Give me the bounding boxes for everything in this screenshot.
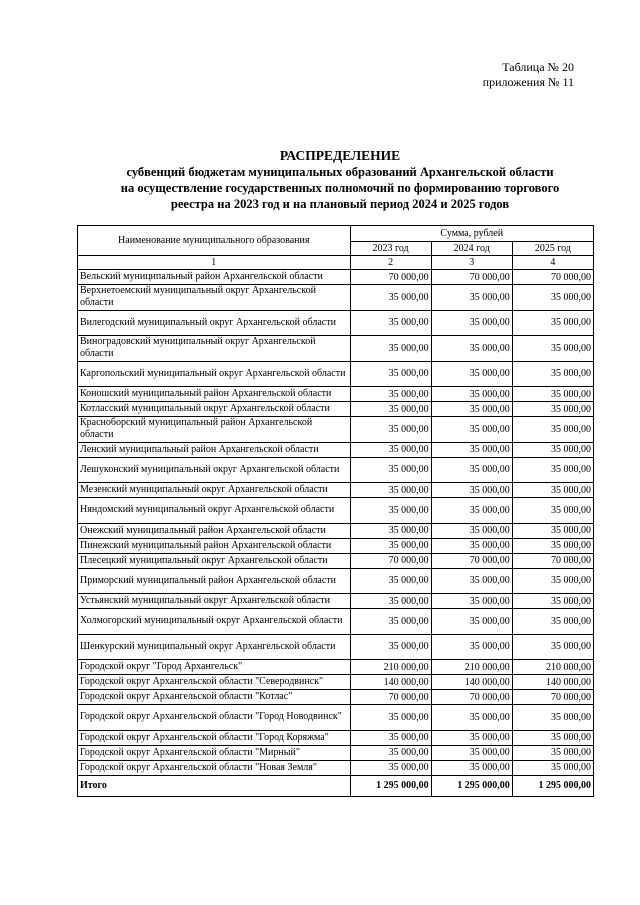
amount-2024: 35 000,00	[431, 568, 512, 594]
amount-2025: 35 000,00	[512, 498, 593, 524]
municipality-name: Пинежский муниципальный район Архангельской области	[78, 538, 351, 553]
amount-2023: 35 000,00	[350, 730, 431, 745]
amount-2024: 210 000,00	[431, 660, 512, 675]
table-row	[78, 538, 594, 553]
amount-2025: 35 000,00	[512, 285, 593, 311]
table-row	[78, 675, 594, 690]
amount-2023: 35 000,00	[350, 634, 431, 660]
table-row	[78, 705, 594, 731]
table-row	[78, 402, 594, 417]
municipality-name: Виноградовский муниципальный округ Архангельской области	[78, 336, 351, 362]
total-2024: 1 295 000,00	[431, 775, 512, 796]
amount-2023: 70 000,00	[350, 553, 431, 568]
amount-2025: 35 000,00	[512, 730, 593, 745]
amount-2024: 35 000,00	[431, 634, 512, 660]
municipality-name: Ленский муниципальный район Архангельской области	[78, 442, 351, 457]
amount-2024: 35 000,00	[431, 745, 512, 760]
heading-title: РАСПРЕДЕЛЕНИЕ	[279, 148, 401, 163]
amount-2023: 35 000,00	[350, 442, 431, 457]
amount-2025: 140 000,00	[512, 675, 593, 690]
amount-2023: 35 000,00	[350, 361, 431, 387]
heading-line-3: реестра на 2023 год и на плановый период 2024 и 2025 годов	[170, 197, 510, 211]
municipality-name: Городской округ "Город Архангельск"	[78, 660, 351, 675]
municipality-name: Коношский муниципальный район Архангельской области	[78, 387, 351, 402]
amount-2024: 35 000,00	[431, 705, 512, 731]
table-row	[78, 634, 594, 660]
amount-2025: 35 000,00	[512, 705, 593, 731]
amount-2024: 140 000,00	[431, 675, 512, 690]
column-header-year: 2024 год	[431, 242, 512, 256]
table-row	[78, 690, 594, 705]
table-row	[78, 270, 594, 285]
amount-2025: 35 000,00	[512, 538, 593, 553]
subvention-table	[77, 225, 594, 797]
municipality-name: Городской округ Архангельской области "Северодвинск"	[78, 675, 351, 690]
amount-2024: 35 000,00	[431, 457, 512, 483]
amount-2023: 35 000,00	[350, 498, 431, 524]
amount-2024: 70 000,00	[431, 270, 512, 285]
amount-2025: 35 000,00	[512, 745, 593, 760]
amount-2023: 35 000,00	[350, 745, 431, 760]
table-row	[78, 285, 594, 311]
municipality-name: Городской округ Архангельской области "Новая Земля"	[78, 760, 351, 775]
amount-2023: 35 000,00	[350, 457, 431, 483]
total-2025: 1 295 000,00	[512, 775, 593, 796]
amount-2024: 35 000,00	[431, 336, 512, 362]
amount-2025: 70 000,00	[512, 690, 593, 705]
amount-2023: 35 000,00	[350, 285, 431, 311]
amount-2025: 35 000,00	[512, 760, 593, 775]
amount-2023: 35 000,00	[350, 402, 431, 417]
amount-2025: 70 000,00	[512, 553, 593, 568]
table-row	[78, 745, 594, 760]
amount-2024: 35 000,00	[431, 310, 512, 336]
table-row	[78, 387, 594, 402]
municipality-name: Каргопольский муниципальный округ Архангельской области	[78, 361, 351, 387]
table-body	[78, 270, 594, 776]
column-header-sum: Сумма, рублей	[350, 226, 594, 242]
municipality-name: Приморский муниципальный район Архангельской области	[78, 568, 351, 594]
amount-2025: 35 000,00	[512, 442, 593, 457]
table-row	[78, 498, 594, 524]
amount-2023: 70 000,00	[350, 690, 431, 705]
amount-2025: 35 000,00	[512, 310, 593, 336]
amount-2023: 35 000,00	[350, 568, 431, 594]
column-number: 1	[78, 256, 351, 270]
table-row	[78, 660, 594, 675]
amount-2023: 35 000,00	[350, 760, 431, 775]
amount-2024: 35 000,00	[431, 594, 512, 609]
amount-2025: 35 000,00	[512, 336, 593, 362]
total-label: Итого	[78, 775, 351, 796]
municipality-name: Городской округ Архангельской области "Котлас"	[78, 690, 351, 705]
heading-line-1: субвенций бюджетам муниципальных образований Архангельской области	[126, 165, 554, 179]
municipality-name: Лешуконский муниципальный округ Архангельской области	[78, 457, 351, 483]
amount-2023: 210 000,00	[350, 660, 431, 675]
amount-2024: 35 000,00	[431, 483, 512, 498]
table-row	[78, 336, 594, 362]
municipality-name: Няндомский муниципальный округ Архангельской области	[78, 498, 351, 524]
municipality-name: Верхнетоемский муниципальный округ Архангельской области	[78, 285, 351, 311]
municipality-name: Онежский муниципальный район Архангельской области	[78, 523, 351, 538]
table-row	[78, 310, 594, 336]
municipality-name: Городской округ Архангельской области "Мирный"	[78, 745, 351, 760]
table-row	[78, 568, 594, 594]
municipality-name: Вельский муниципальный район Архангельской области	[78, 270, 351, 285]
table-row	[78, 760, 594, 775]
column-header-year: 2023 год	[350, 242, 431, 256]
amount-2025: 35 000,00	[512, 523, 593, 538]
table-row	[78, 483, 594, 498]
amount-2023: 35 000,00	[350, 387, 431, 402]
document-heading	[70, 148, 610, 212]
amount-2025: 35 000,00	[512, 457, 593, 483]
amount-2023: 70 000,00	[350, 270, 431, 285]
amount-2023: 35 000,00	[350, 336, 431, 362]
table-row	[78, 361, 594, 387]
municipality-name: Плесецкий муниципальный округ Архангельской области	[78, 553, 351, 568]
amount-2025: 35 000,00	[512, 387, 593, 402]
amount-2024: 35 000,00	[431, 285, 512, 311]
table-row	[78, 594, 594, 609]
appendix-number: приложения № 11	[482, 75, 574, 89]
column-header-year: 2025 год	[512, 242, 593, 256]
municipality-name: Вилегодский муниципальный округ Архангельской области	[78, 310, 351, 336]
column-number: 4	[512, 256, 593, 270]
amount-2025: 35 000,00	[512, 568, 593, 594]
amount-2025: 35 000,00	[512, 402, 593, 417]
amount-2024: 35 000,00	[431, 760, 512, 775]
amount-2024: 35 000,00	[431, 730, 512, 745]
amount-2024: 35 000,00	[431, 498, 512, 524]
amount-2023: 35 000,00	[350, 594, 431, 609]
amount-2025: 35 000,00	[512, 634, 593, 660]
column-number: 3	[431, 256, 512, 270]
municipality-name: Городской округ Архангельской области "Город Новодвинск"	[78, 705, 351, 731]
amount-2025: 210 000,00	[512, 660, 593, 675]
table-row	[78, 442, 594, 457]
municipality-name: Мезенский муниципальный округ Архангельской области	[78, 483, 351, 498]
amount-2024: 35 000,00	[431, 402, 512, 417]
amount-2024: 35 000,00	[431, 523, 512, 538]
amount-2023: 35 000,00	[350, 538, 431, 553]
amount-2023: 35 000,00	[350, 523, 431, 538]
table-row	[78, 730, 594, 745]
heading-line-2: на осуществление государственных полномочий по формированию торгового	[120, 181, 560, 195]
amount-2024: 35 000,00	[431, 417, 512, 443]
amount-2024: 35 000,00	[431, 361, 512, 387]
amount-2024: 35 000,00	[431, 387, 512, 402]
amount-2025: 35 000,00	[512, 609, 593, 635]
amount-2024: 35 000,00	[431, 609, 512, 635]
table-row	[78, 523, 594, 538]
municipality-name: Городской округ Архангельской области "Город Коряжма"	[78, 730, 351, 745]
amount-2024: 35 000,00	[431, 538, 512, 553]
table-row	[78, 457, 594, 483]
amount-2025: 70 000,00	[512, 270, 593, 285]
amount-2023: 35 000,00	[350, 310, 431, 336]
table-number: Таблица № 20	[502, 60, 574, 74]
amount-2024: 35 000,00	[431, 442, 512, 457]
table-row	[78, 609, 594, 635]
total-2023: 1 295 000,00	[350, 775, 431, 796]
table-row	[78, 553, 594, 568]
amount-2024: 70 000,00	[431, 690, 512, 705]
municipality-name: Котласский муниципальный округ Архангельской области	[78, 402, 351, 417]
amount-2025: 35 000,00	[512, 594, 593, 609]
municipality-name: Устьянский муниципальный округ Архангельской области	[78, 594, 351, 609]
amount-2023: 35 000,00	[350, 609, 431, 635]
column-number: 2	[350, 256, 431, 270]
appendix-reference	[483, 60, 574, 90]
amount-2023: 35 000,00	[350, 417, 431, 443]
municipality-name: Шенкурский муниципальный округ Архангельской области	[78, 634, 351, 660]
municipality-name: Красноборский муниципальный район Архангельской области	[78, 417, 351, 443]
amount-2025: 35 000,00	[512, 361, 593, 387]
amount-2023: 35 000,00	[350, 705, 431, 731]
amount-2024: 70 000,00	[431, 553, 512, 568]
column-header-name: Наименование муниципального образования	[78, 226, 351, 256]
amount-2023: 140 000,00	[350, 675, 431, 690]
amount-2023: 35 000,00	[350, 483, 431, 498]
table-row	[78, 417, 594, 443]
total-row	[78, 775, 594, 796]
amount-2025: 35 000,00	[512, 483, 593, 498]
amount-2025: 35 000,00	[512, 417, 593, 443]
municipality-name: Холмогорский муниципальный округ Архангельской области	[78, 609, 351, 635]
